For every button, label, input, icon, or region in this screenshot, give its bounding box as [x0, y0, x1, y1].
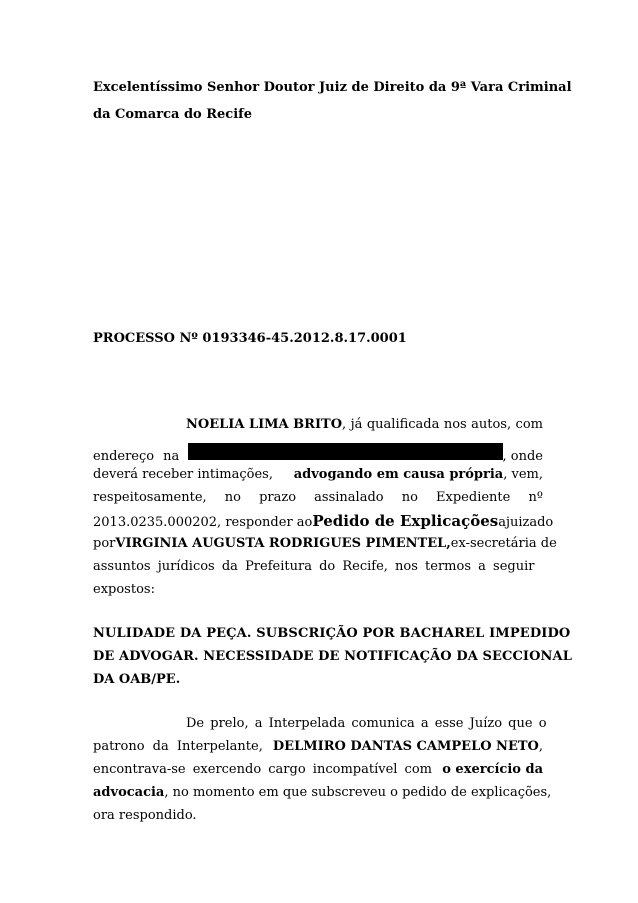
para2-line-1	[186, 715, 547, 733]
para1-l4-w2: prazo	[259, 490, 297, 505]
para1-l4-w6: nº	[528, 490, 543, 505]
para1-line-4	[93, 489, 543, 507]
para2-l4-a: advocacia	[93, 785, 165, 800]
para2-l4-b: , no momento em que subscreveu o pedido de explicações,	[164, 785, 552, 800]
addressee-line-2	[93, 106, 543, 124]
para1-l4-w4: no	[401, 490, 418, 505]
para2-l2-a: patrono da Interpelante,	[93, 739, 263, 754]
addressee-text-2: da Comarca do Recife	[93, 107, 253, 122]
para2-l5: ora respondido.	[93, 808, 197, 823]
para1-l7: assuntos jurídicos da Prefeitura do Recife, nos termos a seguir	[93, 559, 535, 574]
para2-l2-c: ,	[538, 739, 543, 754]
para1-l3-b: advogando em causa própria	[293, 467, 504, 482]
para2-l1: De prelo, a Interpelada comunica a esse Juízo que o	[186, 716, 547, 731]
process-number	[93, 330, 543, 348]
para1-l4-w3: assinalado	[314, 490, 384, 505]
para1-l6-a: por	[93, 536, 116, 551]
para1-line-3	[93, 466, 543, 484]
para1-line-7	[93, 558, 543, 576]
para1-line-8	[93, 581, 543, 599]
process-number-text: PROCESSO Nº 0193346-45.2012.8.17.0001	[93, 331, 407, 346]
para1-l4-w1: no	[224, 490, 241, 505]
section-heading-2: DE ADVOGAR. NECESSIDADE DE NOTIFICAÇÃO DA SECCIONAL	[93, 649, 572, 664]
party-name: NOELIA LIMA BRITO	[186, 417, 343, 432]
para2-line-3	[93, 761, 543, 779]
redacted-address	[188, 443, 502, 460]
section-heading-3: DA OAB/PE.	[93, 672, 181, 687]
pedido-explicacoes: Pedido de Explicações	[312, 512, 499, 530]
section-heading-1: NULIDADE DA PEÇA. SUBSCRIÇÃO POR BACHAREL IMPEDIDO	[93, 626, 571, 641]
para1-l3-a: deverá receber intimações,	[93, 467, 273, 482]
patrono-name: DELMIRO DANTAS CAMPELO NETO	[272, 739, 539, 754]
addressee-text-1: Excelentíssimo Senhor Doutor Juiz de Direito da 9ª Vara Criminal	[93, 80, 572, 95]
para1-l3-c: , vem,	[503, 467, 543, 482]
para1-l8: expostos:	[93, 582, 155, 597]
para1-l2-c: , onde	[502, 449, 543, 464]
para1-line-5	[93, 512, 554, 532]
addressee-line-1	[93, 79, 572, 97]
section-heading-line-3	[93, 671, 543, 689]
section-heading-line-2	[93, 648, 572, 666]
para1-l5-c: ajuizado	[498, 515, 554, 530]
para1-l5-a: 2013.0235.000202, responder ao	[93, 515, 313, 530]
interpelante-name: VIRGINIA AUGUSTA RODRIGUES PIMENTEL,	[115, 536, 451, 551]
para1-l1-rest: , já qualificada nos autos, com	[342, 417, 543, 432]
para1-l6-c: ex-secretária de	[450, 536, 557, 551]
para2-line-5	[93, 807, 543, 825]
para1-l2-a: endereço	[93, 449, 155, 464]
para1-line-6	[93, 535, 557, 553]
para2-line-2	[93, 738, 543, 756]
para1-line-1	[186, 416, 543, 434]
para1-line-2	[93, 443, 543, 466]
para2-l3-a: encontrava-se exercendo cargo incompatível com	[93, 762, 432, 777]
para1-l2-b: na	[163, 449, 180, 464]
para2-line-4	[93, 784, 552, 802]
para1-l4-w0: respeitosamente,	[93, 490, 207, 505]
para1-l4-w5: Expediente	[436, 490, 511, 505]
section-heading-line-1	[93, 625, 571, 643]
para2-l3-b: o exercício da	[442, 762, 543, 777]
